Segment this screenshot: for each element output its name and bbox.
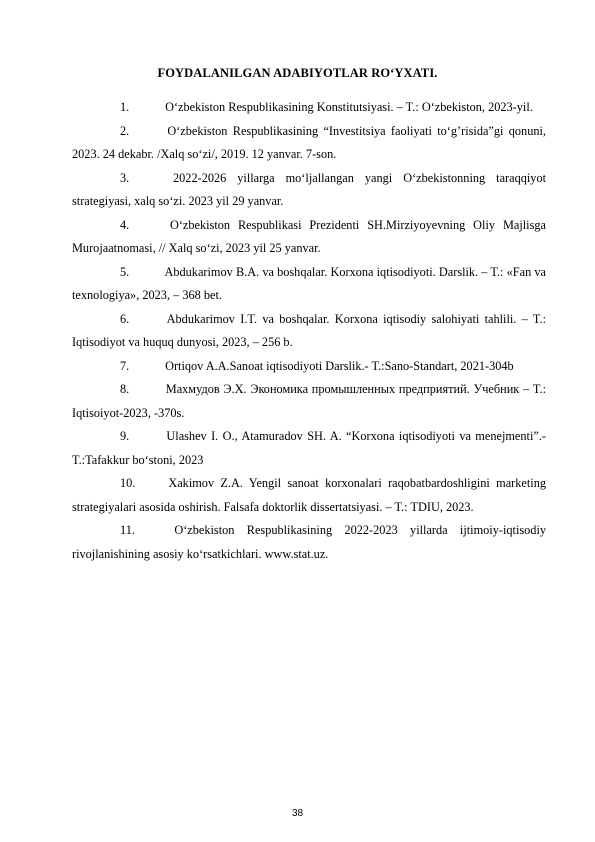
reference-item <box>72 167 546 214</box>
reference-text: Ulashev I. O., Atamuradov SH. A. “Korxona iqtisodiyoti va menejmenti”.-T.:Tafakkur bo‘stoni, 2023 <box>72 429 546 467</box>
reference-text: O‘zbekiston Respublikasi Prezidenti SH.Mirziyoyevning Oliy Majlisga Murojaatnomasi, // Xalq so‘zi, 2023 yil 25 yanvar. <box>72 217 546 255</box>
reference-number: 5. <box>120 264 130 279</box>
reference-number: 8. <box>120 382 130 396</box>
reference-text: O‘zbekiston Respublikasining “Investitsiya faoliyati to‘g’risida”gi qonuni, 2023. 24 dekabr. /Xalq so‘zi/, 2019. 12 yanvar. 7-son. <box>72 123 546 161</box>
reference-item <box>72 378 546 425</box>
reference-number: 9. <box>120 429 130 443</box>
reference-item <box>72 214 546 261</box>
reference-number: 2. <box>120 123 130 138</box>
reference-number: 10. <box>120 476 136 490</box>
reference-text: Abdukarimov B.A. va boshqalar. Korxona iqtisodiyoti. Darslik. – T.: «Fan va texnologiya», 2023, – 368 bet. <box>72 264 546 302</box>
reference-text: O‘zbekiston Respublikasining 2022-2023 yillarda ijtimoiy-iqtisodiy rivojlanishining asosiy ko‘rsatkichlari. www.stat.uz. <box>72 523 547 561</box>
reference-number: 7. <box>120 358 130 373</box>
reference-number: 11. <box>120 523 135 537</box>
reference-item <box>72 472 546 519</box>
reference-text: 2022-2026 yillarga mo‘ljallangan yangi O‘zbekistonning taraqqiyot strategiyasi, xalq so‘zi. 2023 yil 29 yanvar. <box>72 170 547 208</box>
reference-text: Махмудов Э.Х. Экономика промышленных предприятий. Учебник – T.: Iqtisoiyot-2023, -370s. <box>72 382 547 420</box>
reference-item <box>72 96 546 120</box>
reference-number: 3. <box>120 170 130 185</box>
reference-item <box>72 261 546 308</box>
reference-number: 6. <box>120 311 130 326</box>
page-number: 38 <box>291 808 304 819</box>
reference-number: 1. <box>120 100 130 114</box>
reference-list <box>72 96 546 566</box>
reference-text: O‘zbekiston Respublikasining Konstitutsiyasi. – T.: O‘zbekiston, 2023-yil. <box>165 100 533 114</box>
reference-item <box>72 120 546 167</box>
reference-text: Ortiqov A.A.Sanoat iqtisodiyoti Darslik.- T.:Sano-Standart, 2021-304b <box>165 358 514 373</box>
reference-text: Xakimov Z.A. Yengil sanoat korxonalari raqobatbardoshligini marketing strategiyalari asosida oshirish. Falsafa doktorlik dissertatsiyasi. – T.: TDIU, 2023. <box>72 476 547 514</box>
page-title: FOYDALANILGAN ADABIYOTLAR RO‘YXATI. <box>157 66 438 80</box>
reference-item <box>72 355 546 379</box>
reference-text: Abdukarimov I.T. va boshqalar. Korxona iqtisodiy salohiyati tahlili. – T.: Iqtisodiyot va huquq dunyosi, 2023, – 256 b. <box>72 311 546 349</box>
reference-item <box>72 308 546 355</box>
reference-number: 4. <box>120 217 130 232</box>
reference-item <box>72 519 546 566</box>
reference-item <box>72 425 546 472</box>
